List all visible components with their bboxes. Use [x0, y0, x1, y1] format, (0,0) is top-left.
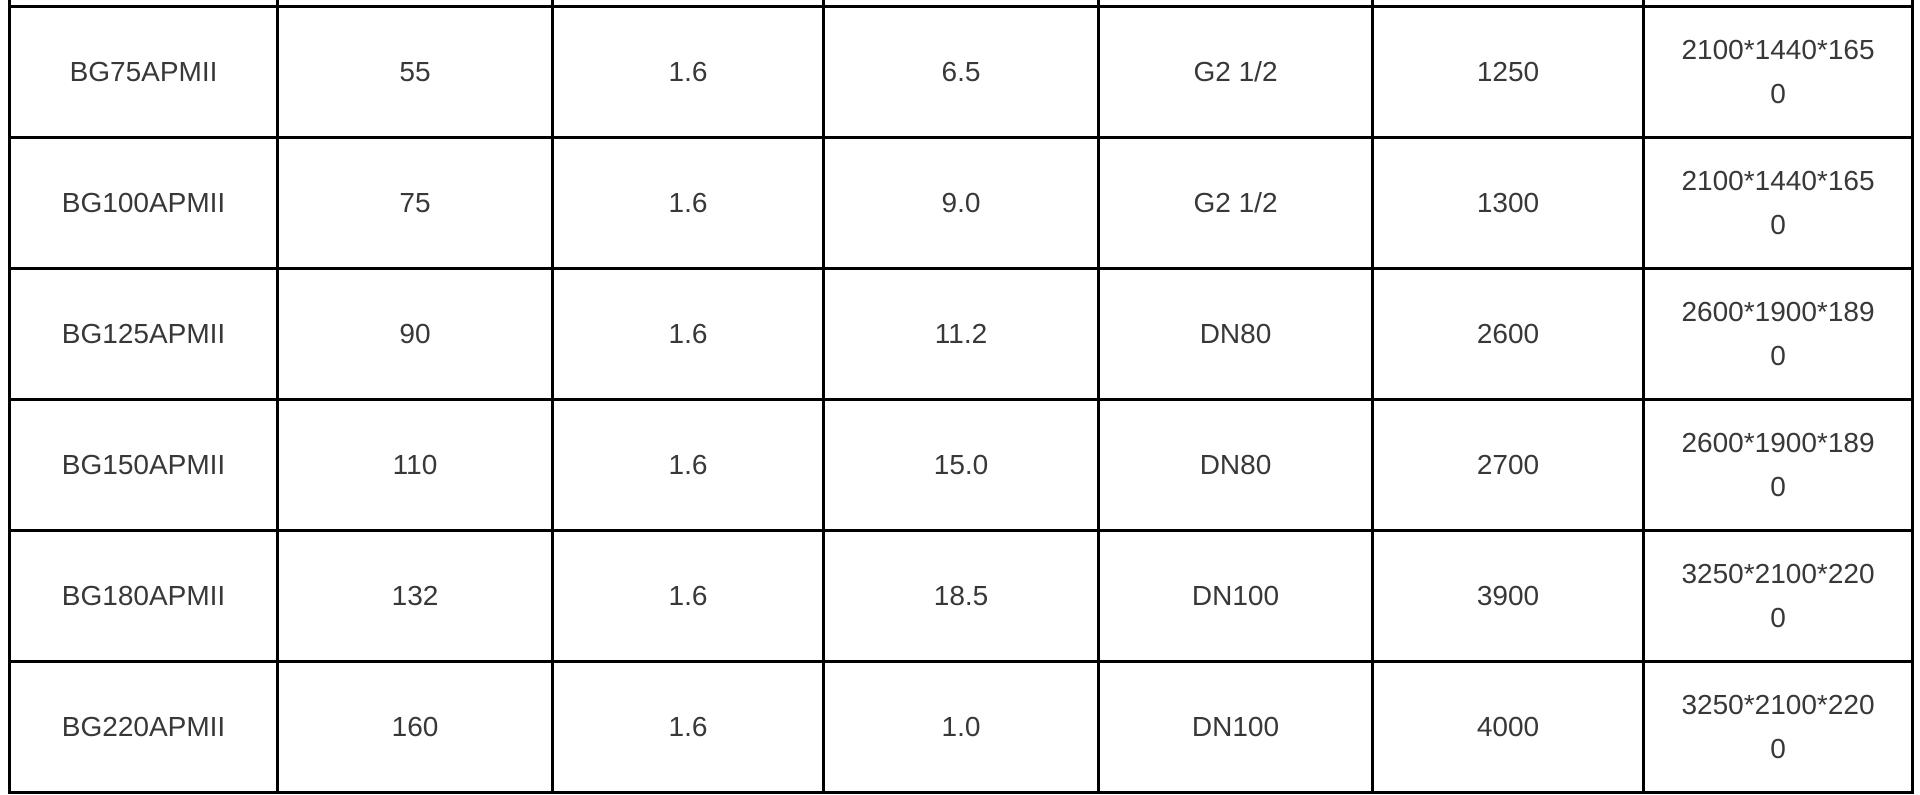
- model-cell: BG75APMII: [10, 6, 278, 137]
- spec-table: [8, 0, 1914, 794]
- dimensions-text: 2600*1900*1890: [1681, 295, 1875, 371]
- dimensions-cell: [1644, 137, 1913, 268]
- weight-cell: 4000: [1373, 661, 1644, 792]
- model-cell: BG180APMII: [10, 530, 278, 661]
- model-cell: BG125APMII: [10, 268, 278, 399]
- dimensions-text: 2600*1900*1890: [1681, 426, 1875, 502]
- table-row: [10, 137, 1913, 268]
- weight-cell: 2600: [1373, 268, 1644, 399]
- model-cell: BG220APMII: [10, 661, 278, 792]
- pressure-cell: 1.6: [553, 6, 824, 137]
- power-cell: 90: [278, 268, 553, 399]
- weight-cell: 1300: [1373, 137, 1644, 268]
- dimensions-cell: [1644, 399, 1913, 530]
- weight-cell: 2700: [1373, 399, 1644, 530]
- power-cell: 75: [278, 137, 553, 268]
- outlet-cell: DN80: [1099, 399, 1373, 530]
- table-row: [10, 6, 1913, 137]
- weight-cell: 1250: [1373, 6, 1644, 137]
- power-cell: 55: [278, 6, 553, 137]
- power-cell: 132: [278, 530, 553, 661]
- dimensions-text: 2100*1440*1650: [1681, 33, 1875, 109]
- outlet-cell: DN100: [1099, 661, 1373, 792]
- model-cell: BG150APMII: [10, 399, 278, 530]
- dimensions-text: 3250*2100*2200: [1681, 688, 1875, 764]
- outlet-cell: G2 1/2: [1099, 137, 1373, 268]
- dimensions-cell: [1644, 661, 1913, 792]
- pressure-cell: 1.6: [553, 268, 824, 399]
- capacity-cell: 6.5: [824, 6, 1099, 137]
- outlet-cell: DN80: [1099, 268, 1373, 399]
- dimensions-cell: [1644, 268, 1913, 399]
- capacity-cell: 11.2: [824, 268, 1099, 399]
- outlet-cell: DN100: [1099, 530, 1373, 661]
- dimensions-text: 3250*2100*2200: [1681, 557, 1875, 633]
- pressure-cell: 1.6: [553, 137, 824, 268]
- dimensions-cell: [1644, 6, 1913, 137]
- table-row: [10, 661, 1913, 792]
- pressure-cell: 1.6: [553, 530, 824, 661]
- dimensions-text: 2100*1440*1650: [1681, 164, 1875, 240]
- pressure-cell: 1.6: [553, 661, 824, 792]
- outlet-cell: G2 1/2: [1099, 6, 1373, 137]
- power-cell: 110: [278, 399, 553, 530]
- capacity-cell: 15.0: [824, 399, 1099, 530]
- table-row: [10, 399, 1913, 530]
- table-row: [10, 530, 1913, 661]
- dimensions-cell: [1644, 530, 1913, 661]
- power-cell: 160: [278, 661, 553, 792]
- weight-cell: 3900: [1373, 530, 1644, 661]
- capacity-cell: 18.5: [824, 530, 1099, 661]
- capacity-cell: 1.0: [824, 661, 1099, 792]
- capacity-cell: 9.0: [824, 137, 1099, 268]
- model-cell: BG100APMII: [10, 137, 278, 268]
- pressure-cell: 1.6: [553, 399, 824, 530]
- table-row: [10, 268, 1913, 399]
